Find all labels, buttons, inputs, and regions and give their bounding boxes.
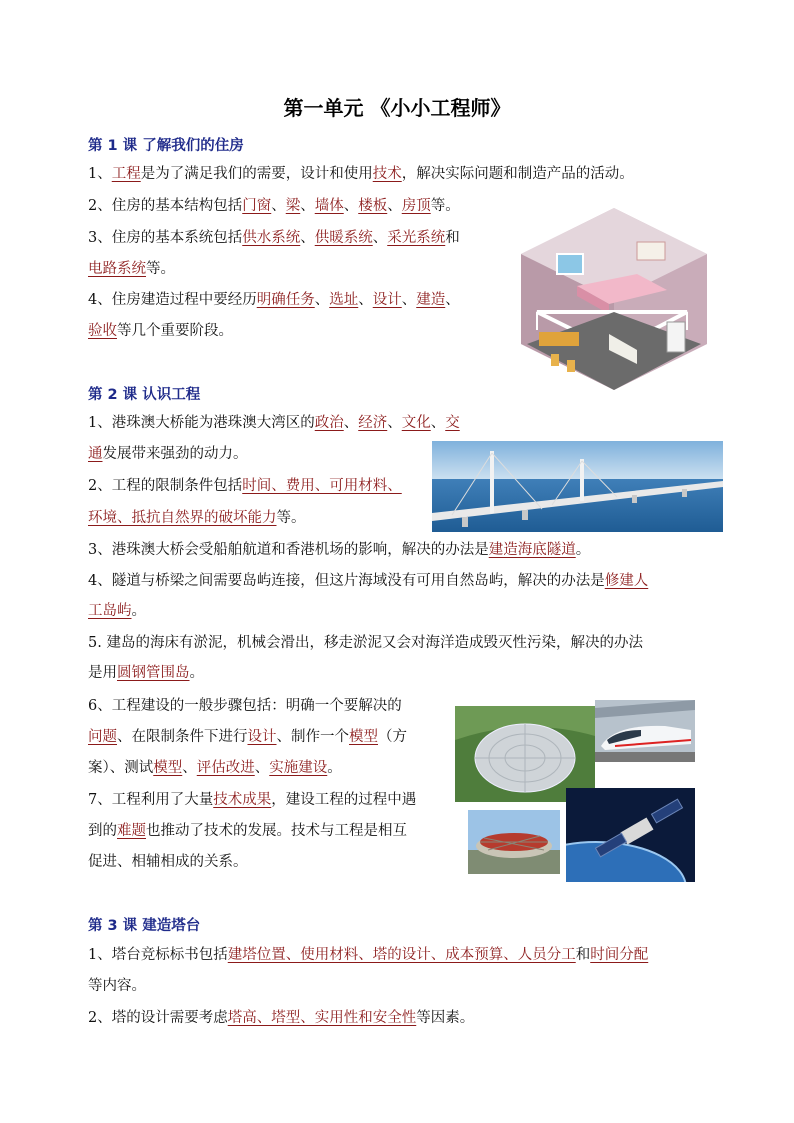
lesson-2-item-4-cont: 工岛屿。 (88, 603, 146, 619)
lesson-1-heading: 第 1 课 了解我们的住房 (88, 138, 244, 154)
lesson-2-item-5-cont: 是用圆钢管围岛。 (88, 665, 204, 681)
lesson-2-item-1: 1、港珠澳大桥能为港珠澳大湾区的政治、经济、文化、交 (88, 415, 460, 431)
lesson-2-item-6: 6、工程建设的一般步骤包括：明确一个要解决的 (88, 698, 402, 714)
lesson-2-item-6-cont-2: 案）、测试模型、评估改进、实施建设。 (88, 760, 342, 776)
lesson-2-item-4: 4、隧道与桥梁之间需要岛屿连接，但这片海域没有可用自然岛屿，解决的办法是修建人 (88, 573, 649, 589)
lesson-2-item-1-cont: 通发展带来强劲的动力。 (88, 446, 248, 462)
lesson-1-item-2: 2、住房的基本结构包括门窗、梁、墙体、楼板、房顶等。 (88, 198, 460, 214)
lesson-2-item-7: 7、工程利用了大量技术成果，建设工程的过程中遇 (88, 792, 417, 808)
lesson-2-item-2-cont: 环境、抵抗自然界的破坏能力等。 (88, 510, 306, 526)
lesson-1-item-4-cont: 验收等几个重要阶段。 (88, 323, 233, 339)
lesson-3-item-2: 2、塔的设计需要考虑塔高、塔型、实用性和安全性等因素。 (88, 1010, 475, 1026)
lesson-3-heading: 第 3 课 建造塔台 (88, 918, 201, 934)
bridge-photo (432, 441, 723, 532)
lesson-2-item-7-cont-2: 促进、相辅相成的关系。 (88, 854, 248, 870)
high-speed-train-photo (595, 700, 695, 762)
lesson-1-item-4: 4、住房建造过程中要经历明确任务、选址、设计、建造、 (88, 292, 460, 308)
lesson-2-item-2: 2、工程的限制条件包括时间、费用、可用材料、 (88, 478, 402, 494)
lesson-2-item-7-cont: 到的难题也推动了技术的发展。技术与工程是相互 (88, 823, 407, 839)
space-station-photo (566, 788, 695, 882)
lesson-2-item-6-cont: 问题、在限制条件下进行设计、制作一个模型（方 (88, 729, 407, 745)
house-cutaway-image (517, 204, 712, 394)
stadium-photo (468, 810, 560, 874)
lesson-3-item-1: 1、塔台竞标标书包括建塔位置、使用材料、塔的设计、成本预算、人员分工和时间分配 (88, 947, 649, 963)
lesson-2-item-3: 3、港珠澳大桥会受船舶航道和香港机场的影响，解决的办法是建造海底隧道。 (88, 542, 591, 558)
lesson-2-heading: 第 2 课 认识工程 (88, 387, 201, 403)
page-title: 第一单元 《小小工程师》 (283, 96, 511, 120)
lesson-2-item-5: 5. 建岛的海床有淤泥，机械会滑出，移走淤泥又会对海洋造成毁灭性污染，解决的办法 (88, 635, 643, 651)
lesson-1-item-1: 1、工程是为了满足我们的需要，设计和使用技术，解决实际问题和制造产品的活动。 (88, 166, 634, 182)
lesson-1-item-3: 3、住房的基本系统包括供水系统、供暖系统、采光系统和 (88, 230, 460, 246)
lesson-1-item-3-cont: 电路系统等。 (88, 261, 175, 277)
lesson-3-item-1-cont: 等内容。 (88, 978, 146, 994)
